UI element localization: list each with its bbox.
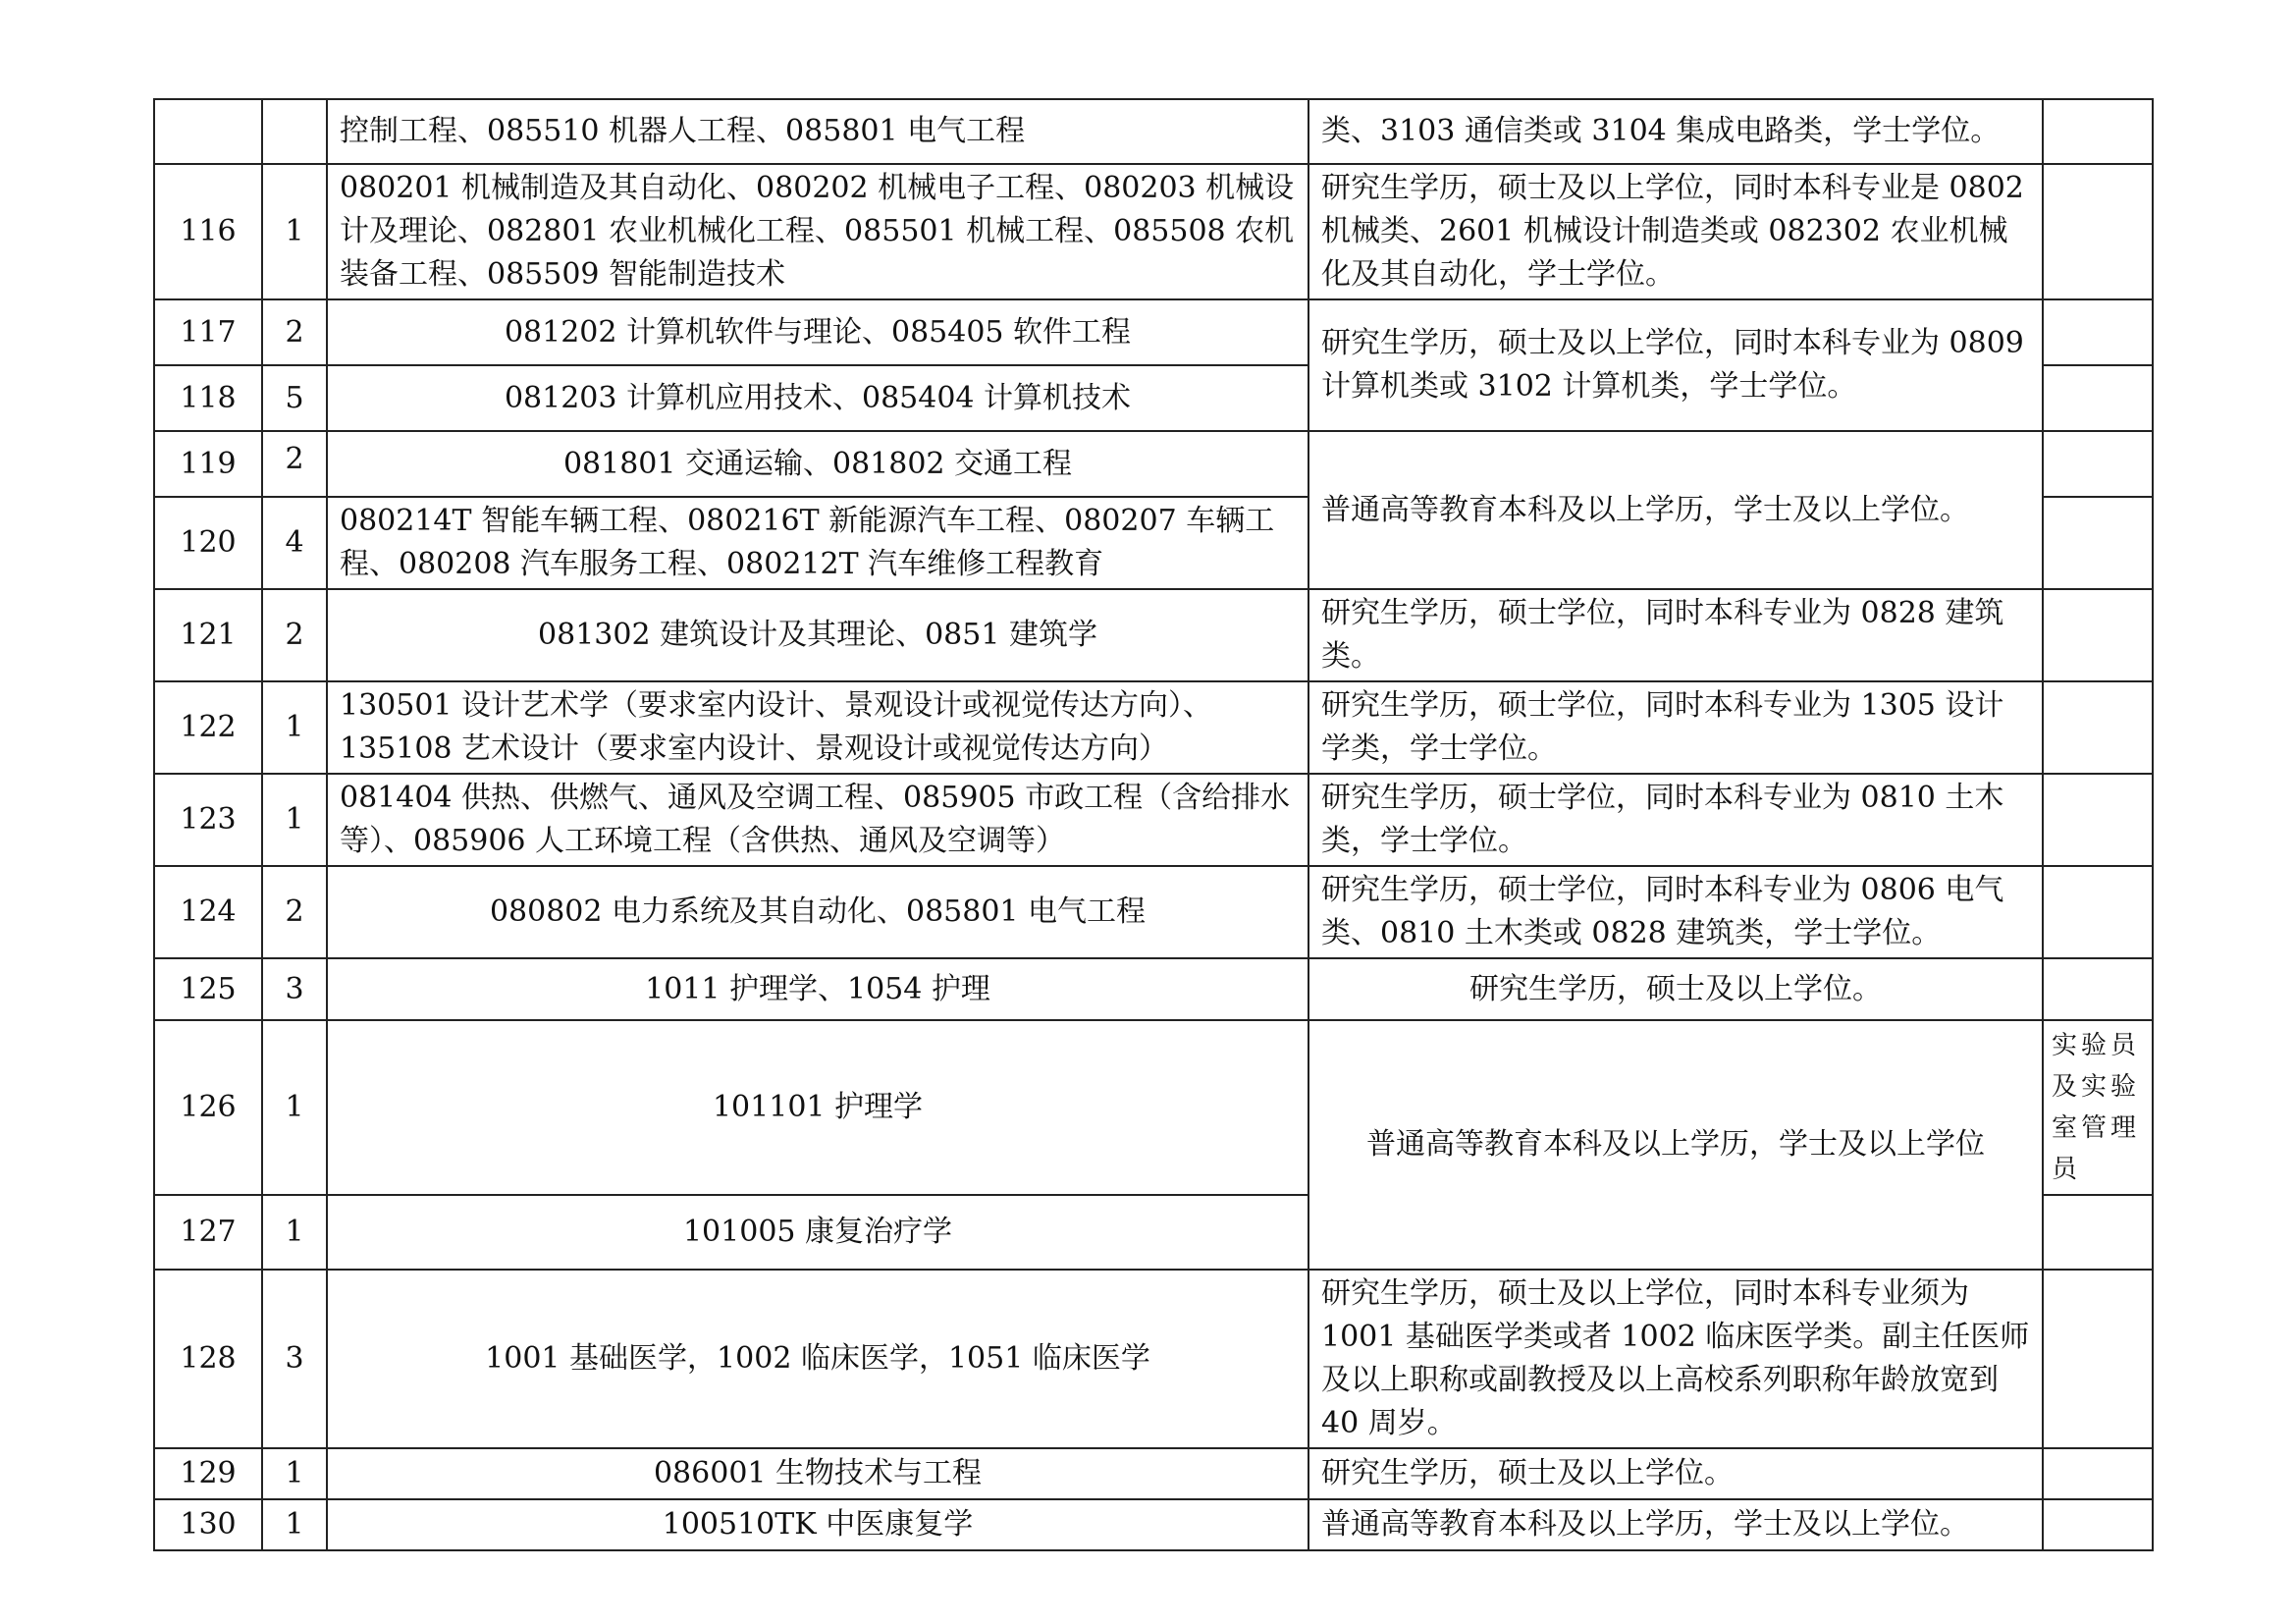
note-cell: 实验员及实验室管理员: [2043, 1020, 2153, 1195]
major-cell: 101101 护理学: [327, 1020, 1308, 1195]
table-row: [154, 681, 2153, 774]
row-number: [154, 99, 262, 164]
position-count: 1: [262, 774, 327, 866]
note-cell: [2043, 1270, 2153, 1448]
table-row: [154, 431, 2153, 497]
major-cell: 081203 计算机应用技术、085404 计算机技术: [327, 365, 1308, 431]
row-number: 116: [154, 164, 262, 299]
row-number: 119: [154, 431, 262, 497]
position-count: 3: [262, 958, 327, 1020]
note-cell: [2043, 958, 2153, 1020]
row-number: 127: [154, 1195, 262, 1270]
requirement-cell: 普通高等教育本科及以上学历，学士及以上学位。: [1308, 431, 2043, 589]
table-row: [154, 299, 2153, 365]
row-number: 117: [154, 299, 262, 365]
position-count: 1: [262, 1448, 327, 1499]
note-cell: [2043, 1448, 2153, 1499]
requirement-cell: 研究生学历，硕士及以上学位，同时本科专业为 0809 计算机类或 3102 计算机类，学士学位。: [1308, 299, 2043, 431]
note-cell: [2043, 164, 2153, 299]
note-cell: [2043, 1195, 2153, 1270]
note-cell: [2043, 99, 2153, 164]
position-count: 4: [262, 497, 327, 589]
major-cell: 086001 生物技术与工程: [327, 1448, 1308, 1499]
table-row: [154, 866, 2153, 958]
note-cell: [2043, 866, 2153, 958]
note-cell: [2043, 1499, 2153, 1550]
recruitment-table: [153, 98, 2154, 1551]
major-cell: 100510TK 中医康复学: [327, 1499, 1308, 1550]
position-count: 1: [262, 1195, 327, 1270]
position-count: 1: [262, 681, 327, 774]
row-number: 126: [154, 1020, 262, 1195]
position-count: 2: [262, 589, 327, 681]
position-count: 2: [262, 866, 327, 958]
major-cell: 080214T 智能车辆工程、080216T 新能源汽车工程、080207 车辆工程、080208 汽车服务工程、080212T 汽车维修工程教育: [327, 497, 1308, 589]
row-number: 123: [154, 774, 262, 866]
requirement-cell: 研究生学历，硕士及以上学位，同时本科专业是 0802 机械类、2601 机械设计制造类或 082302 农业机械化及其自动化，学士学位。: [1308, 164, 2043, 299]
row-number: 118: [154, 365, 262, 431]
requirement-cell: 研究生学历，硕士学位，同时本科专业为 0806 电气类、0810 土木类或 0828 建筑类，学士学位。: [1308, 866, 2043, 958]
row-number: 120: [154, 497, 262, 589]
requirement-cell: 普通高等教育本科及以上学历，学士及以上学位。: [1308, 1499, 2043, 1550]
row-number: 122: [154, 681, 262, 774]
note-cell: [2043, 774, 2153, 866]
position-count: 2: [262, 431, 327, 497]
note-cell: [2043, 497, 2153, 589]
row-number: 128: [154, 1270, 262, 1448]
requirement-cell: 普通高等教育本科及以上学历，学士及以上学位: [1308, 1020, 2043, 1270]
major-cell: 081202 计算机软件与理论、085405 软件工程: [327, 299, 1308, 365]
major-cell: 1011 护理学、1054 护理: [327, 958, 1308, 1020]
major-cell: 1001 基础医学，1002 临床医学，1051 临床医学: [327, 1270, 1308, 1448]
row-number: 125: [154, 958, 262, 1020]
major-cell: 控制工程、085510 机器人工程、085801 电气工程: [327, 99, 1308, 164]
requirement-cell: 研究生学历，硕士及以上学位。: [1308, 958, 2043, 1020]
note-cell: [2043, 431, 2153, 497]
table-row: [154, 1270, 2153, 1448]
major-cell: 080802 电力系统及其自动化、085801 电气工程: [327, 866, 1308, 958]
position-count: 1: [262, 1499, 327, 1550]
position-count: 1: [262, 164, 327, 299]
row-number: 124: [154, 866, 262, 958]
table-row: [154, 1448, 2153, 1499]
row-number: 129: [154, 1448, 262, 1499]
requirement-cell: 研究生学历，硕士及以上学位，同时本科专业须为 1001 基础医学类或者 1002 临床医学类。副主任医师及以上职称或副教授及以上高校系列职称年龄放宽到 40 周岁。: [1308, 1270, 2043, 1448]
position-count: [262, 99, 327, 164]
note-cell: [2043, 299, 2153, 365]
table-row: [154, 1499, 2153, 1550]
major-cell: 080201 机械制造及其自动化、080202 机械电子工程、080203 机械设计及理论、082801 农业机械化工程、085501 机械工程、085508 农机装备工程、085509 智能制造技术: [327, 164, 1308, 299]
position-count: 3: [262, 1270, 327, 1448]
major-cell: 081302 建筑设计及其理论、0851 建筑学: [327, 589, 1308, 681]
row-number: 121: [154, 589, 262, 681]
requirement-cell: 研究生学历，硕士学位，同时本科专业为 1305 设计学类，学士学位。: [1308, 681, 2043, 774]
major-cell: 081404 供热、供燃气、通风及空调工程、085905 市政工程（含给排水等）、085906 人工环境工程（含供热、通风及空调等）: [327, 774, 1308, 866]
table-row: [154, 589, 2153, 681]
requirement-cell: 研究生学历，硕士学位，同时本科专业为 0828 建筑类。: [1308, 589, 2043, 681]
major-cell: 101005 康复治疗学: [327, 1195, 1308, 1270]
table-row: [154, 958, 2153, 1020]
row-number: 130: [154, 1499, 262, 1550]
table-row: [154, 1020, 2153, 1195]
table-row: [154, 99, 2153, 164]
requirement-cell: 研究生学历，硕士学位，同时本科专业为 0810 土木类，学士学位。: [1308, 774, 2043, 866]
requirement-cell: 类、3103 通信类或 3104 集成电路类，学士学位。: [1308, 99, 2043, 164]
position-count: 5: [262, 365, 327, 431]
table-row: [154, 164, 2153, 299]
major-cell: 130501 设计艺术学（要求室内设计、景观设计或视觉传达方向）、135108 艺术设计（要求室内设计、景观设计或视觉传达方向）: [327, 681, 1308, 774]
requirement-cell: 研究生学历，硕士及以上学位。: [1308, 1448, 2043, 1499]
position-count: 1: [262, 1020, 327, 1195]
major-cell: 081801 交通运输、081802 交通工程: [327, 431, 1308, 497]
table-row: [154, 774, 2153, 866]
note-cell: [2043, 365, 2153, 431]
note-cell: [2043, 589, 2153, 681]
note-cell: [2043, 681, 2153, 774]
position-count: 2: [262, 299, 327, 365]
